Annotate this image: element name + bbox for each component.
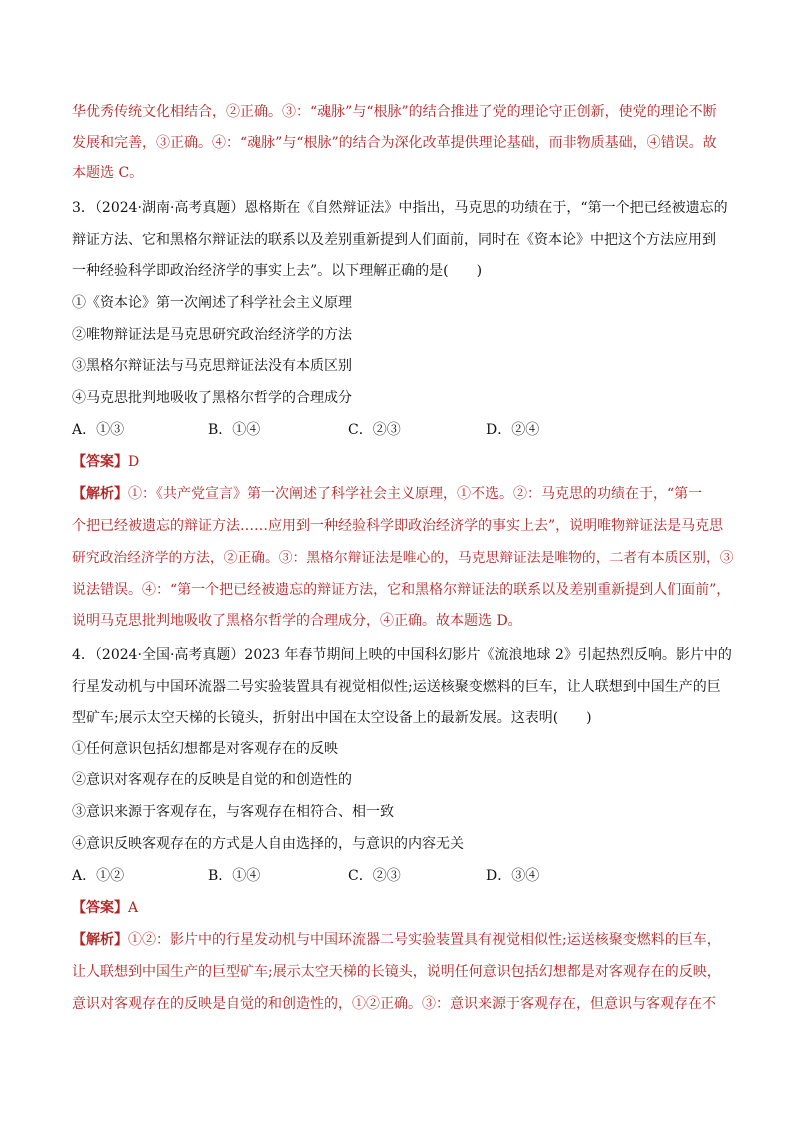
q4-stem-line-1: 4．（2024·全国·高考真题）2023 年春节期间上映的中国科幻影片《流浪地球 2》引起热烈反响。影片中的 bbox=[72, 647, 732, 663]
q4-answer-value: A bbox=[128, 900, 139, 916]
q3-answer-value: D bbox=[128, 454, 140, 470]
q4-analysis-text-1: ①②：影片中的行星发动机与中国环流器二号实验装置具有视觉相似性;运送核聚变燃料的巨车， bbox=[128, 932, 721, 948]
q4-stem-line-2: 行星发动机与中国环流器二号实验装置具有视觉相似性;运送核聚变燃料的巨车，让人联想到中国生产的巨 bbox=[72, 679, 721, 695]
q4-stem-line-3: 型矿车;展示太空天梯的长镜头，折射出中国在太空设备上的最新发展。这表明( ) bbox=[72, 710, 592, 726]
q4-option-a: A．①② bbox=[72, 868, 125, 884]
q4-analysis-line-3: 意识对客观存在的反映是自觉的和创造性的，①②正确。③：意识来源于客观存在，但意识与客观存在不 bbox=[72, 996, 716, 1012]
q3-answer bbox=[72, 453, 139, 471]
q4-option-d: D．③④ bbox=[486, 868, 540, 884]
q3-analysis-text-1: ①：《共产党宣言》第一次阐述了科学社会主义原理，①不选。②：马克思的功绩在于，“第一 bbox=[128, 486, 703, 502]
q3-analysis-line-3: 研究政治经济学的方法，②正确。③：黑格尔辩证法是唯心的，马克思辩证法是唯物的，二者有本质区别，③ bbox=[72, 550, 734, 566]
q3-answer-label: 【答案】 bbox=[72, 454, 128, 470]
q4-item-4: ④意识反映客观存在的方式是人自由选择的，与意识的内容无关 bbox=[72, 836, 464, 852]
q4-analysis-line-1 bbox=[72, 931, 721, 949]
q3-option-a: A．①③ bbox=[72, 422, 125, 438]
q3-analysis-line-4: 说法错误。④：“第一个把已经被遗忘的辩证方法，它和黑格尔辩证法的联系以及差别重新提到人们面前”， bbox=[72, 582, 731, 598]
q3-option-d: D．②④ bbox=[486, 422, 540, 438]
q4-answer bbox=[72, 899, 138, 917]
prev-analysis-line-2: 发展和完善，③正确。④：“魂脉”与“根脉”的结合为深化改革提供理论基础，而非物质基础，④错误。故 bbox=[72, 135, 717, 151]
q4-item-3: ③意识来源于客观存在，与客观存在相符合、相一致 bbox=[72, 804, 394, 820]
q3-item-4: ④马克思批判地吸收了黑格尔哲学的合理成分 bbox=[72, 390, 352, 406]
q4-analysis-line-2: 让人联想到中国生产的巨型矿车;展示太空天梯的长镜头，说明任何意识包括幻想都是对客观存在的反映， bbox=[72, 964, 721, 980]
q4-option-b: B．①④ bbox=[208, 868, 261, 884]
q3-item-3: ③黑格尔辩证法与马克思辩证法没有本质区别 bbox=[72, 358, 352, 374]
q3-stem-line-3: 一种经验科学即政治经济学的事实上去”。以下理解正确的是( ) bbox=[72, 263, 483, 279]
q3-item-2: ②唯物辩证法是马克思研究政治经济学的方法 bbox=[72, 327, 352, 343]
q3-item-1: ①《资本论》第一次阐述了科学社会主义原理 bbox=[72, 295, 352, 311]
q4-analysis-label: 【解析】 bbox=[72, 932, 128, 948]
q4-item-1: ①任何意识包括幻想都是对客观存在的反映 bbox=[72, 741, 338, 757]
q4-option-c: C．②③ bbox=[348, 868, 401, 884]
q3-stem-line-1: 3．（2024·湖南·高考真题）恩格斯在《自然辩证法》中指出，马克思的功绩在于，“第一个把已经被遗忘的 bbox=[72, 200, 728, 216]
q3-analysis-line-5: 说明马克思批判地吸收了黑格尔哲学的合理成分，④正确。故本题选 D。 bbox=[72, 613, 522, 629]
q4-item-2: ②意识对客观存在的反映是自觉的和创造性的 bbox=[72, 772, 352, 788]
q3-option-c: C．②③ bbox=[348, 422, 401, 438]
prev-analysis-line-3: 本题选 C。 bbox=[72, 165, 144, 181]
q4-answer-label: 【答案】 bbox=[72, 900, 128, 916]
q3-stem-line-2: 辩证方法、它和黑格尔辩证法的联系以及差别重新提到人们面前，同时在《资本论》中把这个方法应用到 bbox=[72, 232, 716, 248]
q3-analysis-line-2: 个把已经被遗忘的辩证方法……应用到一种经验科学即政治经济学的事实上去”，说明唯物辩证法是马克思 bbox=[72, 518, 724, 534]
prev-analysis-line-1: 华优秀传统文化相结合，②正确。③：“魂脉”与“根脉”的结合推进了党的理论守正创新，使党的理论不断 bbox=[72, 104, 717, 120]
q3-analysis-label: 【解析】 bbox=[72, 486, 128, 502]
q3-analysis-line-1 bbox=[72, 485, 702, 503]
q3-option-b: B．①④ bbox=[208, 422, 261, 438]
